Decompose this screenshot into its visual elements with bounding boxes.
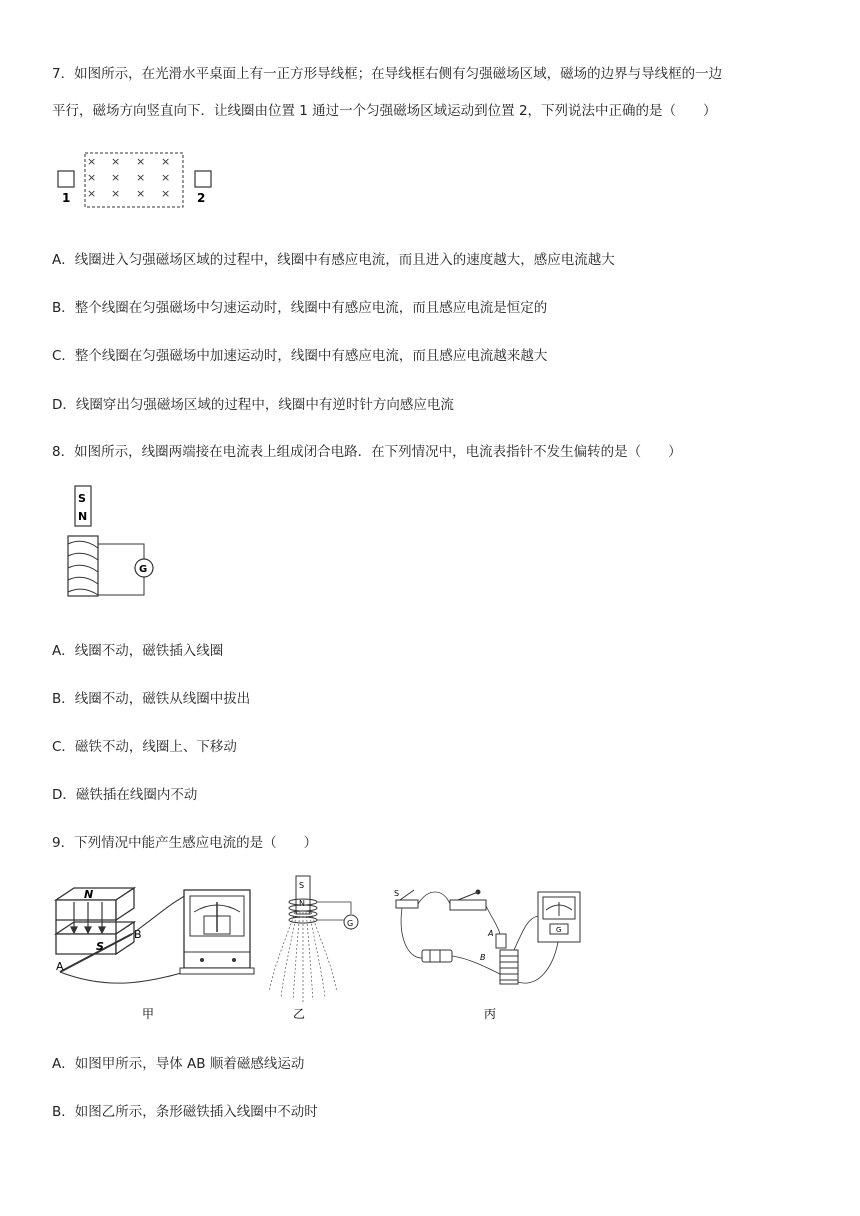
q9-figure-yi [265,872,370,1022]
coil-position-1 [58,171,74,187]
q9-option-b: B．如图乙所示，条形磁铁插入线圈中不动时 [52,1104,318,1120]
bing-s-label: S [394,889,400,898]
position-2-label: 2 [197,191,206,205]
magnet-n-label: N [78,510,88,523]
q7-option-b: B．整个线圈在匀强磁场中匀速运动时，线圈中有感应电流，而且感应电流是恒定的 [52,300,548,316]
svg-text:×: × [87,155,97,168]
q8-figure [58,482,168,607]
q8-option-b: B．线圈不动，磁铁从线圈中拔出 [52,691,251,707]
svg-text:×: × [161,171,171,184]
svg-text:×: × [87,187,97,200]
q9-figure-bing [388,878,588,1022]
svg-text:×: × [136,171,146,184]
jia-n-label: N [84,888,94,901]
q9-figure-jia [52,872,272,1022]
wire-top [317,902,351,914]
jia-s-label: S [96,940,104,953]
horseshoe-magnet [56,888,134,954]
coil-windings [68,541,98,595]
field-marks [87,155,170,200]
galvanometer-label: G [139,564,148,575]
position-1-label: 1 [62,191,71,205]
bing-a-label: A [488,929,494,938]
bing-b-label: B [480,953,486,962]
wire-b [132,892,192,934]
caption-yi: 乙 [293,1007,306,1021]
q8-option-a: A．线圈不动，磁铁插入线圈 [52,643,224,659]
svg-text:×: × [111,187,121,200]
rheostat-icon [450,890,486,910]
svg-text:×: × [161,155,171,168]
caption-bing: 丙 [484,1007,497,1021]
svg-text:×: × [161,187,171,200]
bing-g-label: G [556,926,562,934]
q7-option-d: D．线圈穿出匀强磁场区域的过程中，线圈中有逆时针方向感应电流 [52,397,454,413]
galvanometer-box [180,890,254,974]
svg-text:×: × [87,171,97,184]
svg-text:×: × [136,155,146,168]
jia-a-label: A [56,960,64,973]
battery-icon [422,950,452,962]
caption-jia: 甲 [142,1007,155,1021]
yi-n-label: N [299,899,305,908]
coil-position-2 [195,171,211,187]
jia-b-label: B [134,928,142,941]
q8-option-c: C．磁铁不动，线圈上、下移动 [52,739,237,755]
q7-option-c: C．整个线圈在匀强磁场中加速运动时，线圈中有感应电流，而且感应电流越来越大 [52,348,548,364]
wire-bottom [98,577,144,595]
yi-s-label: S [299,881,305,890]
q9-option-a: A．如图甲所示，导体 AB 顺着磁感线运动 [52,1056,305,1072]
switch-icon [396,890,418,908]
wire-top [98,544,144,559]
q8-option-d: D．磁铁插在线圈内不动 [52,787,198,803]
yi-g-label: G [347,919,354,928]
q7-figure [52,150,222,210]
svg-text:×: × [136,187,146,200]
coils [496,934,518,984]
svg-text:×: × [111,155,121,168]
svg-text:×: × [111,171,121,184]
field-lines [269,912,337,1002]
q7-option-a: A．线圈进入匀强磁场区域的过程中，线圈中有感应电流，而且进入的速度越大，感应电流越大 [52,252,615,268]
q8-stem: 8．如图所示，线圈两端接在电流表上组成闭合电路．在下列情况中，电流表指针不发生偏转的是（ ） [52,444,682,460]
q7-stem-line1: 7．如图所示，在光滑水平桌面上有一正方形导线框；在导线框右侧有匀强磁场区域，磁场的边界与导线框的一边 [52,66,723,82]
q9-stem: 9．下列情况中能产生感应电流的是（ ） [52,835,318,851]
galvanometer-box [538,892,580,942]
magnet-s-label: S [78,492,86,505]
q7-stem-line2: 平行，磁场方向竖直向下．让线圈由位置 1 通过一个匀强磁场区域运动到位置 2，下列说法中正确的是（ ） [52,103,717,119]
